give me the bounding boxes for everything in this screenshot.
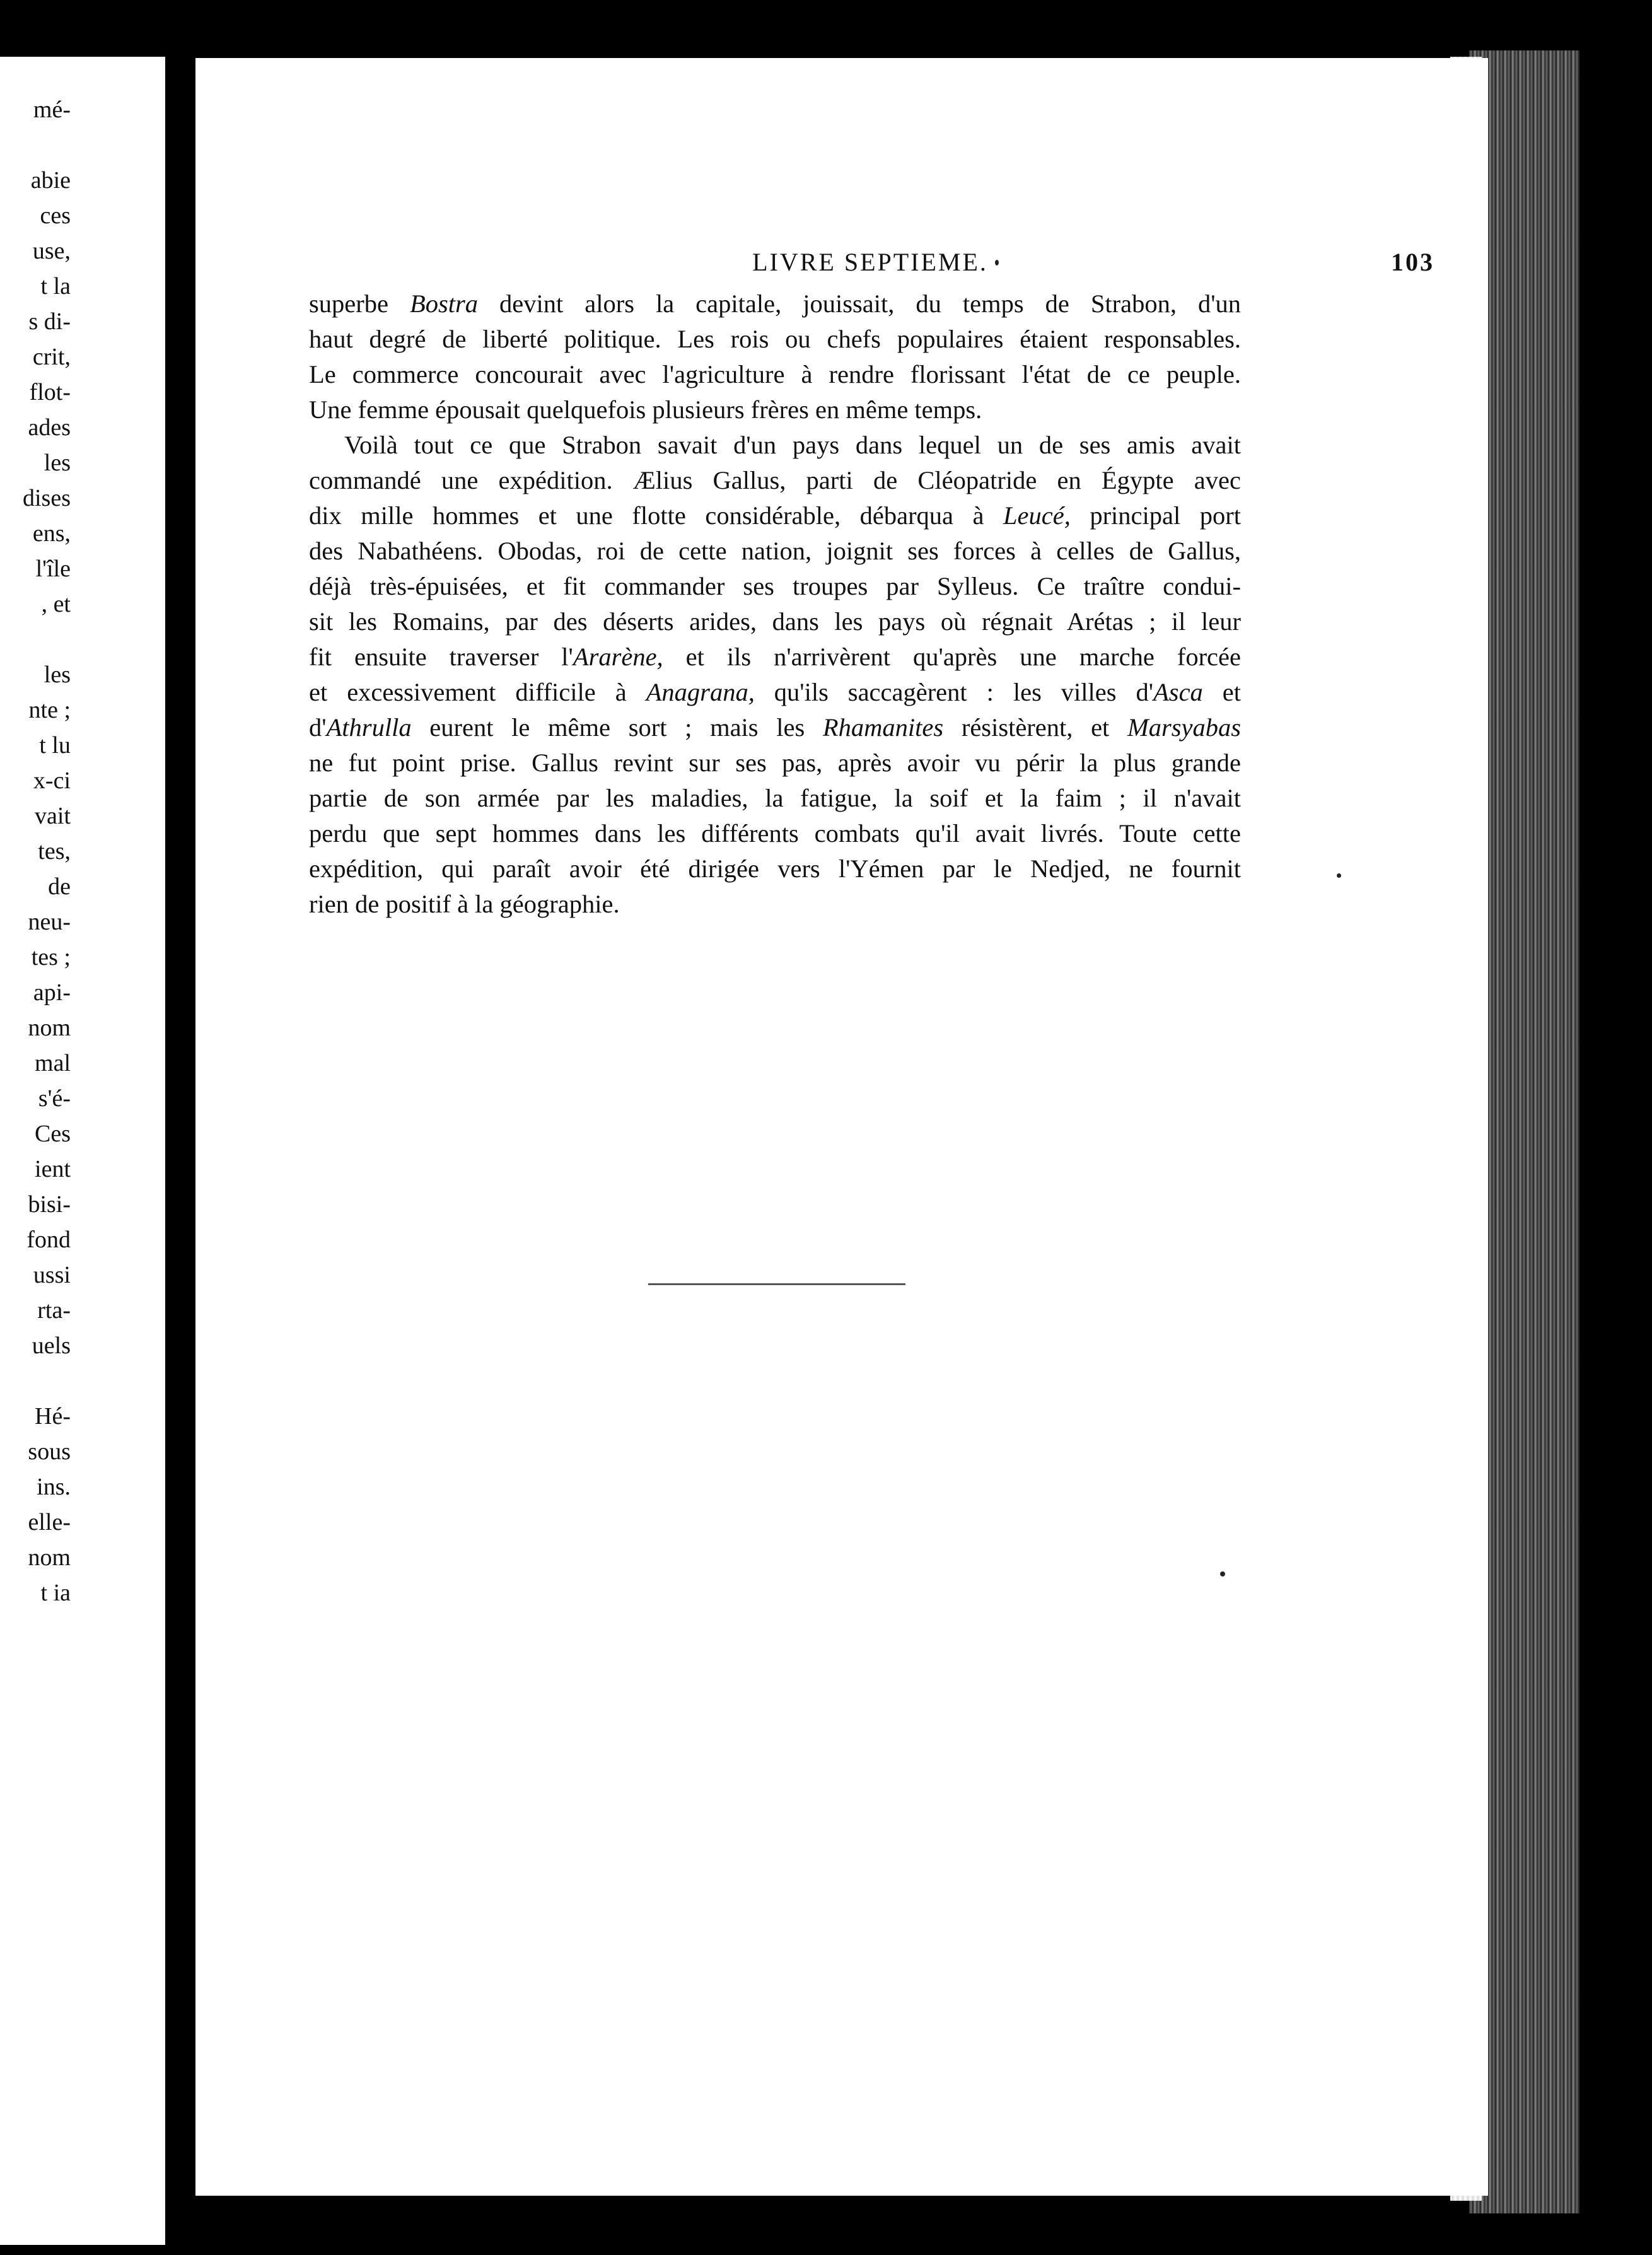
left-page-fragment: bisi- [28, 1191, 71, 1218]
page-number: 103 [1391, 248, 1434, 276]
text-segment: eurent le même sort ; mais les [411, 713, 823, 742]
text-segment: superbe [309, 289, 410, 318]
italic-place-name: Marsyabas [1127, 713, 1241, 742]
text-line [309, 463, 1241, 498]
left-page-fragment [1, 1363, 71, 1399]
text-line [309, 675, 1241, 710]
text-segment: qu'ils saccagèrent : les villes d' [754, 678, 1154, 706]
left-page-fragment: x-ci [33, 767, 71, 794]
left-page-fragment: api- [33, 979, 71, 1006]
text-segment: principal port [1070, 501, 1241, 530]
left-page-text-fragments [1, 57, 71, 1611]
text-segment: Le commerce concourait avec l'agriculture à rendre florissant l'état de ce peuple. [309, 360, 1241, 388]
text-line [309, 428, 1241, 463]
left-page-fragment: elle- [28, 1509, 71, 1535]
text-segment: partie de son armée par les maladies, la fatigue, la soif et la faim ; il n'avait [309, 784, 1241, 812]
left-page-fragment: nom [28, 1015, 71, 1041]
text-line [309, 887, 1241, 922]
text-line [309, 498, 1241, 533]
print-speck [1220, 1571, 1225, 1576]
italic-place-name: Athrulla [326, 713, 412, 742]
text-segment: et excessivement difficile à [309, 678, 646, 706]
text-line [309, 604, 1241, 639]
left-page-fragment: flot- [29, 379, 71, 405]
text-segment: et ils n'arrivèrent qu'après une marche forcée [663, 643, 1241, 671]
left-page-fragment: fond [26, 1227, 71, 1253]
text-line [309, 710, 1241, 745]
left-page-fragment: l'île [35, 556, 71, 582]
left-page-fragment: de [48, 873, 71, 900]
text-line [309, 357, 1241, 392]
print-speck [1337, 873, 1341, 878]
text-line [309, 639, 1241, 675]
italic-place-name: Bostra [409, 289, 478, 318]
left-page-fragment: Hé- [35, 1403, 71, 1430]
text-segment: rien de positif à la géographie. [309, 890, 620, 918]
italic-place-name: Leucé, [1003, 501, 1071, 530]
left-page-fragment: t lu [39, 732, 71, 759]
body-text [309, 286, 1241, 922]
left-page-fragment: sous [28, 1438, 71, 1465]
text-segment: expédition, qui paraît avoir été dirigée vers l'Yémen par le Nedjed, ne fournit [309, 854, 1241, 883]
left-page-fragment: tes, [38, 838, 71, 865]
left-page-fragment: ins. [37, 1474, 71, 1500]
italic-place-name: Ararène, [573, 643, 663, 671]
left-page-fragment: use, [32, 238, 71, 264]
left-page-fragment: ces [40, 202, 71, 229]
left-page-fragment [1, 57, 71, 92]
book-gutter [165, 0, 195, 2255]
left-page-fragment: t ia [40, 1580, 71, 1606]
left-page-fragment: neu- [28, 909, 71, 935]
left-page-fragment: ens, [32, 520, 71, 547]
left-page-fragment: t la [40, 273, 71, 300]
left-page-fragment: nom [28, 1544, 71, 1571]
text-segment: Une femme épousait quelquefois plusieurs frères en même temps. [309, 395, 982, 424]
italic-place-name: Asca [1153, 678, 1203, 706]
running-head [306, 247, 1434, 285]
text-line [309, 781, 1241, 816]
text-segment: devint alors la capitale, jouissait, du temps de Strabon, d'un [477, 289, 1242, 318]
running-title: LIVRE SEPTIEME. [752, 248, 988, 276]
left-page-fragment: nte ; [28, 697, 71, 723]
italic-place-name: Anagrana, [646, 678, 755, 706]
left-page-fragment: abie [30, 167, 71, 194]
left-page-fragment: mal [35, 1050, 71, 1076]
left-page-fragment: vait [35, 803, 71, 829]
text-segment: déjà très-épuisées, et fit commander ses troupes par Sylleus. Ce traître condui- [309, 572, 1241, 600]
text-line [309, 286, 1241, 322]
text-segment: perdu que sept hommes dans les différents combats qu'il avait livrés. Toute cette [309, 819, 1241, 848]
left-page-fragment: les [44, 450, 71, 476]
left-page-fragment [1, 127, 71, 163]
left-page-fragment: ussi [33, 1262, 71, 1288]
left-page-fragment: crit, [32, 344, 71, 370]
left-page-fragment: ient [35, 1156, 71, 1182]
text-segment: ne fut point prise. Gallus revint sur ses pas, après avoir vu périr la plus grande [309, 749, 1241, 777]
text-line [309, 816, 1241, 851]
text-line [309, 851, 1241, 887]
left-page-fragment: s di- [28, 308, 71, 335]
print-speck [995, 260, 999, 265]
text-segment: résistèrent, et [943, 713, 1127, 742]
text-segment: commandé une expédition. Ælius Gallus, parti de Cléopatride en Égypte avec [309, 466, 1241, 494]
text-segment: et [1202, 678, 1241, 706]
text-segment: des Nabathéens. Obodas, roi de cette nation, joignit ses forces à celles de Gallus, [309, 537, 1241, 565]
left-page-fragment: s'é- [38, 1085, 71, 1112]
text-line [309, 745, 1241, 781]
left-page-fragment: mé- [33, 96, 71, 123]
text-segment: dix mille hommes et une flotte considérable, débarqua à [309, 501, 1003, 530]
text-line [309, 533, 1241, 569]
section-end-rule [648, 1283, 905, 1285]
left-page-fragment: les [44, 661, 71, 688]
left-page-fragment: Ces [35, 1121, 71, 1147]
text-segment: Voilà tout ce que Strabon savait d'un pays dans lequel un de ses amis avait [344, 431, 1241, 459]
left-page-fragment: , et [41, 591, 71, 617]
italic-place-name: Rhamanites [822, 713, 944, 742]
left-page-fragment: dises [23, 485, 71, 511]
text-segment: sit les Romains, par des déserts arides, dans les pays où régnait Arétas ; il leur [309, 607, 1241, 636]
left-page [0, 57, 165, 2245]
left-page-fragment: ades [28, 414, 71, 441]
text-line [309, 569, 1241, 604]
left-page-fragment: rta- [37, 1297, 71, 1324]
right-page [195, 58, 1488, 2196]
left-page-fragment: uels [32, 1332, 71, 1359]
text-segment: fit ensuite traverser l' [309, 643, 573, 671]
left-page-fragment: tes ; [31, 944, 71, 970]
text-line [309, 392, 1241, 428]
text-segment: d' [309, 713, 327, 742]
text-line [309, 322, 1241, 357]
text-segment: haut degré de liberté politique. Les rois ou chefs populaires étaient responsables. [309, 325, 1241, 353]
left-page-fragment [1, 622, 71, 657]
